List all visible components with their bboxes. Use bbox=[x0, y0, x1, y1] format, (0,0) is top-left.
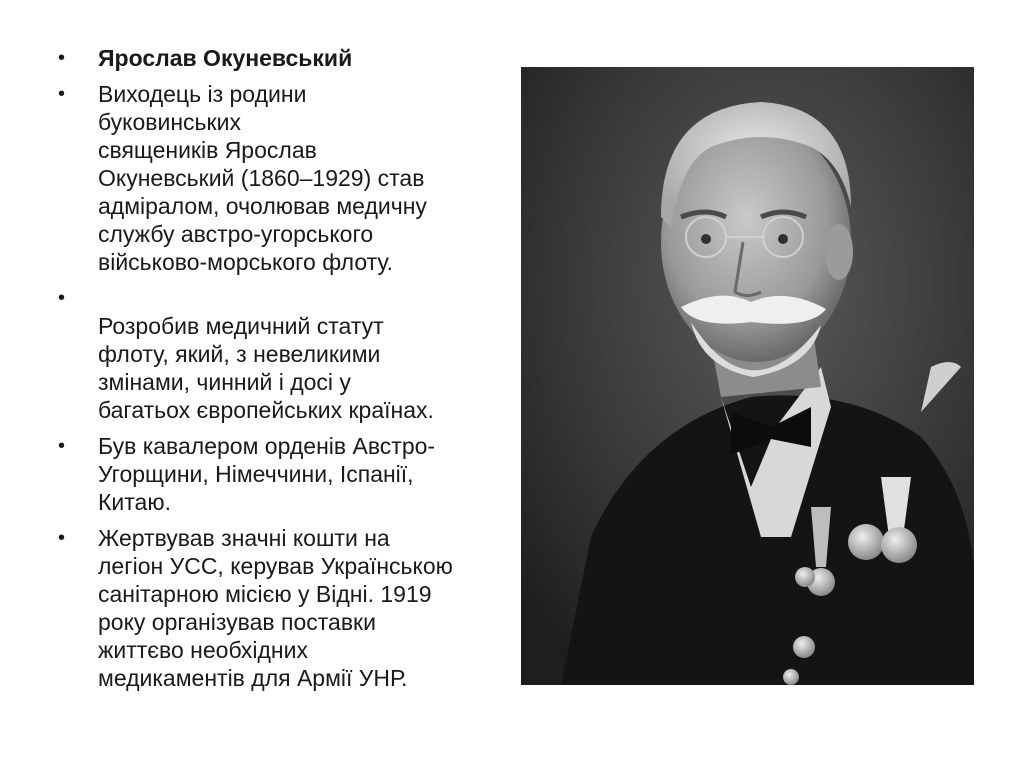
bullet-item-origin bbox=[52, 80, 502, 276]
bullet-item-statute bbox=[52, 284, 502, 424]
bullet-list bbox=[52, 44, 502, 700]
bullet-text: Розробив медичний статут флоту, який, з невеликими змінами, чинний і досі у багатьох європейських країнах. bbox=[98, 313, 434, 423]
bullet-item-donations bbox=[52, 524, 502, 692]
portrait-photo bbox=[521, 67, 974, 685]
portrait-icon bbox=[521, 67, 974, 685]
bullet-text: Жертвував значні кошти на легіон УСС, керував Українською санітарною місією у Відні. 1919 року організував поставки життєво необхідних медикаментів для Армії УНР. bbox=[98, 525, 453, 691]
bullet-text: Ярослав Окуневський bbox=[98, 45, 353, 71]
bullet-marker: • bbox=[58, 435, 66, 457]
bullet-text: Був кавалером орденів Австро- Угорщини, Німеччини, Іспанії, Китаю. bbox=[98, 433, 436, 515]
bullet-marker: • bbox=[58, 527, 66, 549]
bullet-marker: • bbox=[58, 287, 66, 309]
bullet-marker: • bbox=[58, 83, 66, 105]
bullet-item-orders bbox=[52, 432, 502, 516]
bullet-marker: • bbox=[58, 47, 66, 69]
bullet-text: Виходець із родини буковинських священиків Ярослав Окуневський (1860–1929) став адміралом, очолював медичну службу австро-угорського військово-морського флоту. bbox=[98, 81, 427, 275]
bullet-item-title bbox=[52, 44, 502, 72]
